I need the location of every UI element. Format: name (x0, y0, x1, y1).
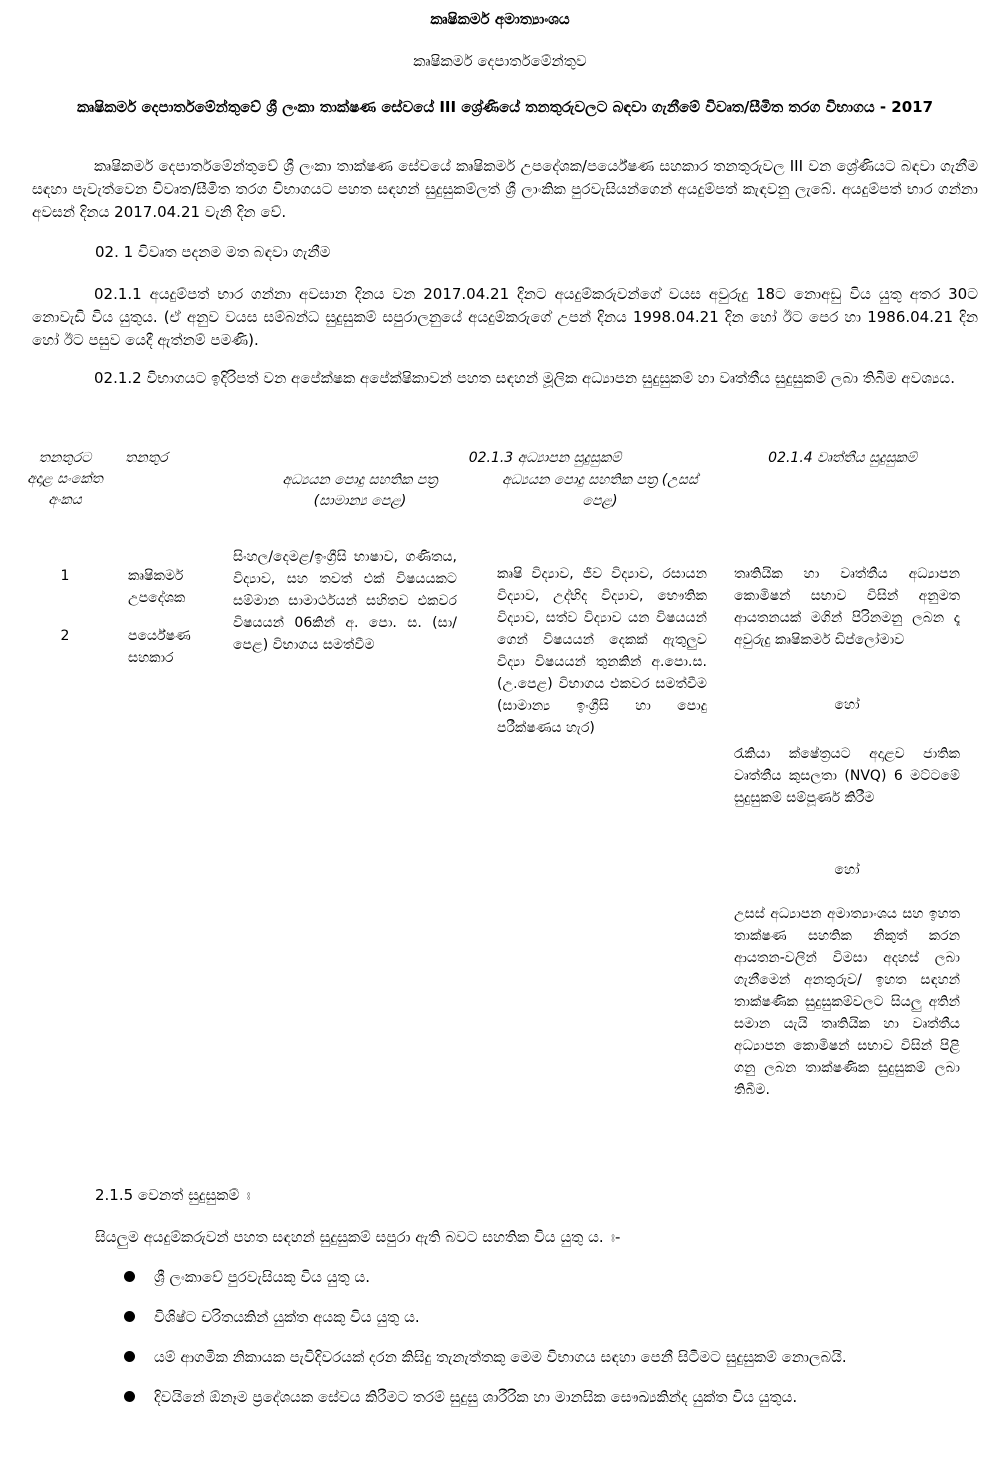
post-1: කෘෂිකර්ම උපදේශක (128, 568, 186, 606)
professional-option-2: රැකියා ක්ෂේත්‍රයට අදාළව ජාතික වෘත්තීය කුසලතා (NVQ) 6 මට්ටමේ සුදුසුකම් සම්පූර්ණ කිරීම (734, 746, 960, 806)
list-item-text: දිවයිනේ ඕනෑම ප්‍රදේශයක සේවය කිරීමට තරම් සුදුසු ශාරීරික හා මානසික සෞඛ්‍යකින්ද යුක්ත විය යුතුය. (154, 1388, 798, 1406)
list-item (95, 1306, 975, 1328)
header-ol: අධ්‍යයන පොදු සහතික පත්‍ර (සාමාන්‍ය පෙළ) (282, 472, 438, 509)
list-item-text: යම් ආගමික නිකායක පැවිදිවරයක් දරන කිසිදු තැනැත්තකු මෙම විභාගය සඳහා පෙනී සිටීමට සුදුසුකම් නොලබයි. (154, 1348, 847, 1366)
department-heading: කෘෂිකර්ම දෙපාර්තමේන්තුව (413, 52, 587, 70)
or-separator-2: හෝ (834, 862, 860, 878)
header-professional: 02.1.4 වෘත්තීය සුදුසුකම් (768, 450, 917, 466)
qualifications-table (25, 448, 985, 1168)
bullet-icon (124, 1391, 135, 1402)
section-heading-215: 2.1.5 වෙනත් සුදුසුකම් ඃ (95, 1186, 251, 1204)
professional-option-1: තෘතියික හා වෘත්තීය අධ්‍යාපන කොමිෂන් සභාව විසින් අනුමත ආයතනයක් මගින් පිරිනමනු ලබන දෑ අවුරුදු කෘෂිකර්ම ඩිප්ලෝමාව (734, 566, 960, 648)
al-requirement: කෘෂි විද්‍යාව, ජීව විද්‍යාව, රසායන විද්‍යාව, උද්භිද විද්‍යාව, භෞතික විද්‍යාව, සත්ව විද්‍යාව යන විෂයයන් ගෙන් විෂයයන් දෙකක් ඇතුලුව විද්‍යා විෂයයන් තුනකින් අ.පො.ස.(උ.පෙළ) විභාගය එකවර සමත්වීම (සාමාන්‍ය ඉංග්‍රීසි හා පොදු පරීක්ෂණය හැර) (497, 566, 707, 736)
or-separator-1: හෝ (834, 697, 860, 713)
header-education: 02.1.3 අධ්‍යාපන සුදුසුකම් (468, 450, 622, 466)
list-item-text: විශිෂ්ට චරිතයකින් යුක්ත අයකු විය යුතු ය. (154, 1308, 420, 1326)
code-1: 1 (60, 568, 70, 584)
bullet-icon (124, 1271, 135, 1282)
paragraph-0212: 02.1.2 විභාගයට ඉදිරිපත් වන අපේක්ෂක අපේක්ෂිකාවන් පහත සඳහන් මූලික අධ්‍යාපන සුදුසුකම් හා වෘත්තීය සුදුසුකම් ලබා තිබීම අවශ්‍යය. (94, 369, 955, 387)
header-post: තනතුර (125, 450, 168, 466)
list-item (95, 1386, 975, 1408)
paragraph-0211: 02.1.1 අයදුම්පත් භාර ගන්නා අවසාන දිනය වන 2017.04.21 දිනට අයදුම්කරුවන්ගේ වයස අවුරුදු 18ට නොඅඩු විය යුතු අතර 30ට නොවැඩි විය යුතුය. (ඒ අනුව වයස සම්බන්ධ සුදුසුකම් සපුරාලනුයේ අයදුම්කරුගේ උපන් දිනය 1998.04.21 දින හෝ ඊට පෙර හා 1986.04.21 දින හෝ ඊට පසුව යෙදී ඇත්නම් පමණි). (32, 285, 978, 349)
ministry-heading: කෘෂිකර්ම අමාත්‍යාංශය (430, 10, 570, 28)
bullet-icon (124, 1311, 135, 1322)
list-item (95, 1346, 975, 1368)
header-al: අධ්‍යයන පොදු සහතික පත්‍ර (උසස් පෙළ) (502, 472, 698, 509)
section-heading-0201: 02. 1 විවෘත පදනම මත බඳවා ගැනීම (95, 243, 331, 261)
code-2: 2 (60, 628, 70, 644)
other-qualifications-intro: සියලුම අයදුම්කරුවන් පහත සඳහන් සුදුසුකම් සපුරා ඇති බවට සහතික විය යුතු ය. ඃ- (95, 1228, 621, 1246)
other-qualifications-list (95, 1266, 975, 1426)
ol-requirement: සිංහල/දෙමළ/ඉංග්‍රීසි භාෂාව, ගණිතය, විද්‍යාව, සහ තවත් එක් විෂයයකට සම්මාන සාමාර්ථයන් සහිතව එකවර විෂයයන් 06කින් අ. පො. ස. (සා/පෙළ) විභාගය සමත්වීම (233, 549, 457, 653)
professional-option-3: උසස් අධ්‍යාපන අමාත්‍යාංශය සහ ඉහත තාක්ෂණ සහතික නිකුත් කරන ආයතන-වලින් විමසා අදහස් ලබා ගැනීමෙන් අනතුරුව/ ඉහත සඳහන් තාක්ෂණික සුදුසුකම්වලට සියලු අතින් සමාන යැයි තෘතියික හා වෘත්තීය අධ්‍යාපන කොමිෂන් සභාව විසින් පිළි ගනු ලබන තාක්ෂණික සුදුසුකම් ලබා තිබීම. (734, 906, 960, 1098)
post-2: පර්යේෂණ සහකාර (128, 628, 191, 666)
document-title: කෘෂිකර්ම දෙපාර්තමේන්තුවේ ශ්‍රී ලංකා තාක්ෂණ සේවයේ III ශ්‍රේණියේ තනතුරුවලට බඳවා ගැනීමේ විවෘත/සීමිත තරග විභාගය - 2017 (76, 98, 934, 116)
list-item-text: ශ්‍රී ලංකාවේ පුරවැසියකු විය යුතු ය. (154, 1268, 370, 1286)
list-item (95, 1266, 975, 1288)
header-code: තනතුරට අදාළ සංකේත අංකය (27, 450, 103, 508)
intro-paragraph: කෘෂිකර්ම දෙපාර්තමේන්තුවේ ශ්‍රී ලංකා තාක්ෂණ සේවයේ කෘෂිකර්ම උපදේශක/පර්යේෂණ සහකාර තනතුරුවල III වන ශ්‍රේණියට බඳවා ගැනීම සඳහා පැවැත්වෙන විවෘත/සීමිත තරග විභාගයට පහත සඳහන් සුදුසුකම්ලත් ශ්‍රී ලාංකික පුරවැසියන්ගෙන් අයදුම්පත් කැඳවනු ලැබේ. අයදුම්පත් භාර ගන්නා අවසන් දිනය 2017.04.21 වැනි දින වේ. (32, 157, 978, 221)
bullet-icon (124, 1351, 135, 1362)
